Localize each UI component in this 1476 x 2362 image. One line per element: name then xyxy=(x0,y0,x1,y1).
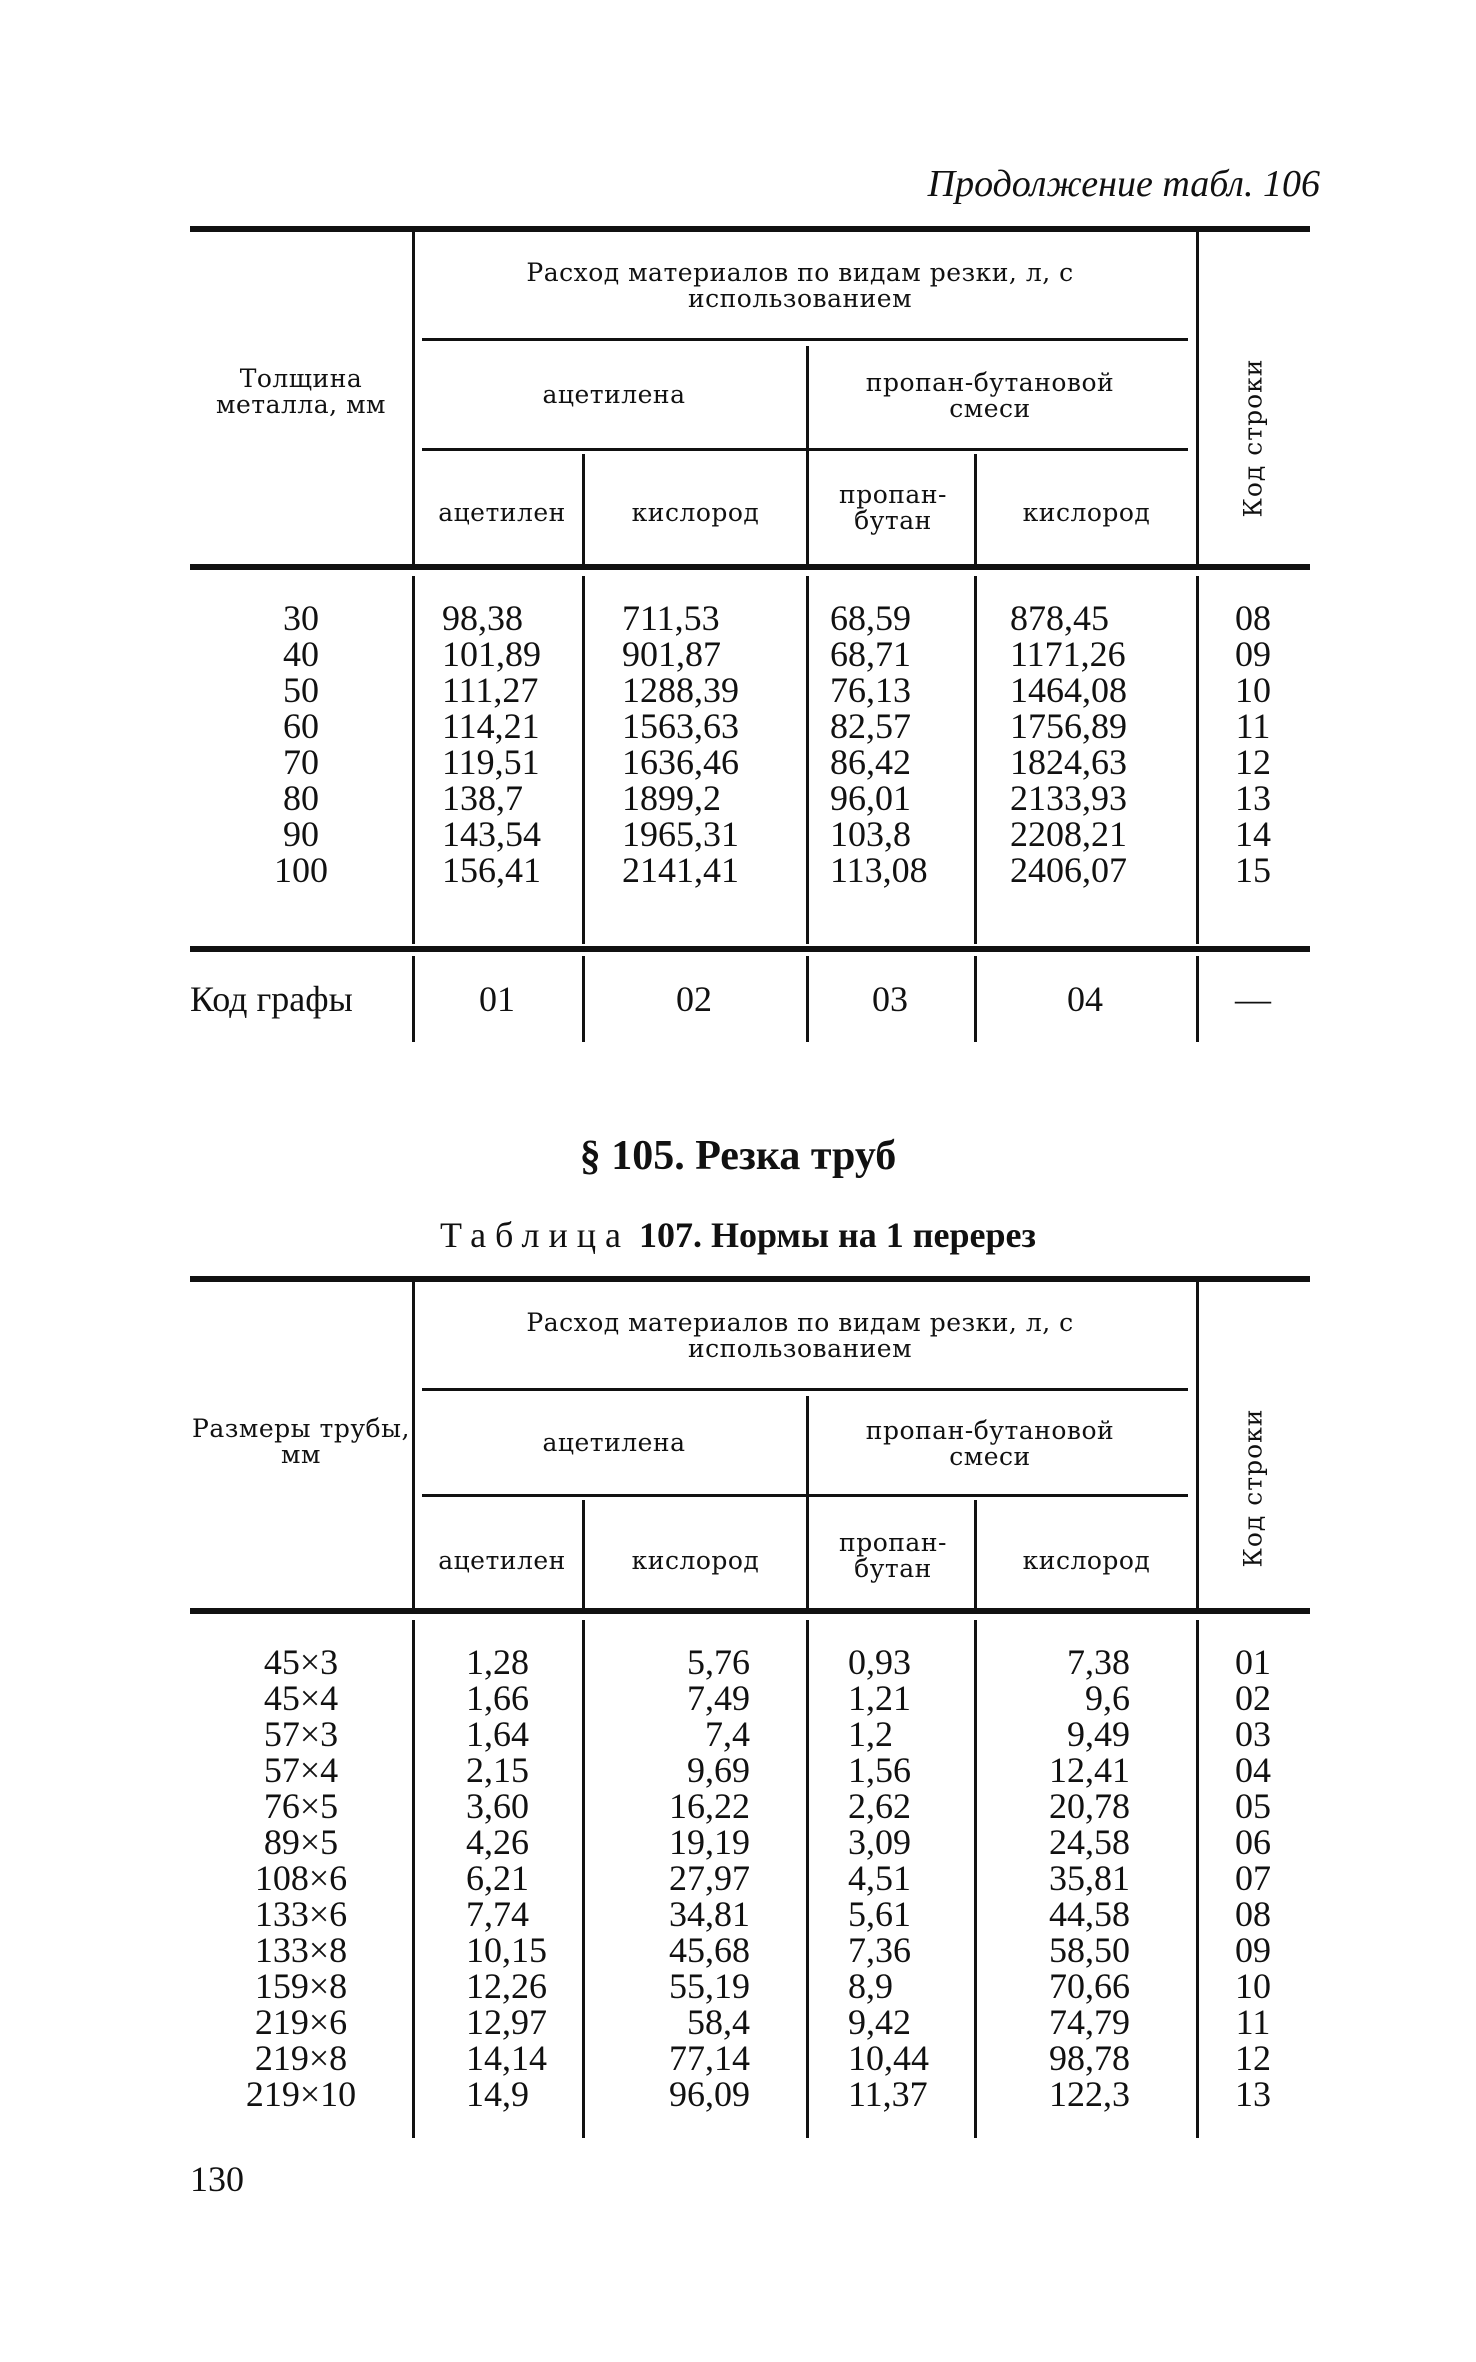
cell-acetylene: 1,28 xyxy=(466,1642,529,1682)
footer-code-03: 03 xyxy=(872,979,908,1019)
cell-row-code: 15 xyxy=(1235,850,1271,890)
column-oxygen1 xyxy=(610,1644,750,2112)
page-number: 130 xyxy=(190,2159,244,2199)
cell-acetylene: 14,9 xyxy=(466,2074,529,2114)
table-106-footer xyxy=(190,952,1310,1052)
cell-acetylene: 119,51 xyxy=(442,742,540,782)
header-col-propane: пропан-бутан xyxy=(839,1528,947,1583)
cell-oxygen2: 122,3 xyxy=(1049,2074,1130,2114)
cell-propane: 10,44 xyxy=(848,2038,929,2078)
divider xyxy=(412,1620,415,2138)
cell-propane: 68,59 xyxy=(830,598,911,638)
column-row-code xyxy=(1196,600,1310,888)
cell-oxygen2: 58,50 xyxy=(1049,1930,1130,1970)
header-acetylene-group: ацетилена xyxy=(542,1428,686,1457)
cell-row-code: 08 xyxy=(1235,1894,1271,1934)
cell-oxygen1: 7,49 xyxy=(687,1678,750,1718)
header-col-acetylene: ацетилен xyxy=(438,1546,566,1575)
cell-row-code: 10 xyxy=(1235,670,1271,710)
cell-propane: 2,62 xyxy=(848,1786,911,1826)
divider xyxy=(422,1388,1188,1391)
divider xyxy=(806,1396,809,1614)
table-107-caption xyxy=(0,1214,1476,1256)
cell-propane: 1,2 xyxy=(848,1714,893,1754)
continuation-title: Продолжение табл. 106 xyxy=(927,163,1320,205)
cell-oxygen1: 1563,63 xyxy=(622,706,739,746)
cell-row-code: 03 xyxy=(1235,1714,1271,1754)
cell-size: 133×6 xyxy=(254,1894,348,1934)
cell-row-code: 01 xyxy=(1235,1642,1271,1682)
cell-size: 57×3 xyxy=(263,1714,339,1754)
cell-oxygen1: 5,76 xyxy=(687,1642,750,1682)
cell-acetylene: 1,66 xyxy=(466,1678,529,1718)
cell-propane: 1,21 xyxy=(848,1678,911,1718)
cell-oxygen2: 9,6 xyxy=(1085,1678,1130,1718)
cell-size: 159×8 xyxy=(254,1966,348,2006)
cell-acetylene: 114,21 xyxy=(442,706,540,746)
cell-propane: 113,08 xyxy=(830,850,928,890)
cell-oxygen1: 9,69 xyxy=(687,1750,750,1790)
cell-propane: 7,36 xyxy=(848,1930,911,1970)
cell-oxygen2: 1824,63 xyxy=(1010,742,1127,782)
cell-size: 60 xyxy=(283,706,319,746)
cell-oxygen1: 58,4 xyxy=(687,2002,750,2042)
cell-size: 30 xyxy=(283,598,319,638)
cell-oxygen1: 1636,46 xyxy=(622,742,739,782)
cell-propane: 3,09 xyxy=(848,1822,911,1862)
cell-propane: 76,13 xyxy=(830,670,911,710)
section-title: § 105. Резка труб xyxy=(579,1133,897,1179)
cell-size: 45×3 xyxy=(263,1642,339,1682)
header-group: Расход материалов по видам резки, л, с использованием xyxy=(526,258,1074,313)
cell-row-code: 10 xyxy=(1235,1966,1271,2006)
cell-propane: 9,42 xyxy=(848,2002,911,2042)
cell-oxygen1: 1899,2 xyxy=(622,778,721,818)
column-acetylene xyxy=(466,1644,582,2112)
column-propane xyxy=(848,1644,968,2112)
cell-oxygen2: 35,81 xyxy=(1049,1858,1130,1898)
cell-row-code: 09 xyxy=(1235,1930,1271,1970)
cell-oxygen2: 70,66 xyxy=(1049,1966,1130,2006)
cell-acetylene: 6,21 xyxy=(466,1858,529,1898)
table-106-header xyxy=(190,232,1310,570)
header-col-propane: пропан-бутан xyxy=(839,480,947,535)
cell-size: 70 xyxy=(283,742,319,782)
cell-oxygen1: 7,4 xyxy=(705,1714,750,1754)
cell-oxygen1: 2141,41 xyxy=(622,850,739,890)
header-propane-group: пропан-бутановой смеси xyxy=(865,1416,1115,1471)
cell-oxygen1: 19,19 xyxy=(669,1822,750,1862)
column-thickness xyxy=(190,600,412,888)
cell-oxygen2: 878,45 xyxy=(1010,598,1109,638)
cell-propane: 5,61 xyxy=(848,1894,911,1934)
header-row-code: Код строки xyxy=(1238,358,1268,518)
cell-oxygen2: 2406,07 xyxy=(1010,850,1127,890)
cell-acetylene: 1,64 xyxy=(466,1714,529,1754)
cell-row-code: 05 xyxy=(1235,1786,1271,1826)
divider xyxy=(412,576,415,944)
header-col-oxygen1: кислород xyxy=(631,1546,760,1575)
cell-row-code: 08 xyxy=(1235,598,1271,638)
cell-oxygen1: 77,14 xyxy=(669,2038,750,2078)
divider xyxy=(806,1620,809,2138)
cell-propane: 4,51 xyxy=(848,1858,911,1898)
header-acetylene-group: ацетилена xyxy=(542,380,686,409)
cell-acetylene: 4,26 xyxy=(466,1822,529,1862)
cell-row-code: 13 xyxy=(1235,2074,1271,2114)
cell-oxygen2: 98,78 xyxy=(1049,2038,1130,2078)
cell-propane: 0,93 xyxy=(848,1642,911,1682)
column-propane xyxy=(830,600,970,888)
cell-size: 219×8 xyxy=(254,2038,348,2078)
footer-code-02: 02 xyxy=(676,979,712,1019)
cell-oxygen2: 2208,21 xyxy=(1010,814,1127,854)
cell-oxygen1: 45,68 xyxy=(669,1930,750,1970)
cell-acetylene: 12,97 xyxy=(466,2002,547,2042)
cell-oxygen2: 12,41 xyxy=(1049,1750,1130,1790)
cell-oxygen2: 20,78 xyxy=(1049,1786,1130,1826)
divider xyxy=(582,1620,585,2138)
cell-oxygen2: 24,58 xyxy=(1049,1822,1130,1862)
header-col-oxygen2: кислород xyxy=(1022,498,1151,527)
header-col-oxygen2: кислород xyxy=(1022,1546,1151,1575)
cell-row-code: 04 xyxy=(1235,1750,1271,1790)
column-oxygen1 xyxy=(622,600,802,888)
divider xyxy=(974,1620,977,2138)
header-row-code: Код строки xyxy=(1238,1408,1268,1568)
cell-acetylene: 101,89 xyxy=(442,634,541,674)
cell-size: 90 xyxy=(283,814,319,854)
cell-size: 45×4 xyxy=(263,1678,339,1718)
header-group: Расход материалов по видам резки, л, с использованием xyxy=(526,1308,1074,1363)
cell-acetylene: 138,7 xyxy=(442,778,523,818)
cell-row-code: 13 xyxy=(1235,778,1271,818)
cell-oxygen1: 27,97 xyxy=(669,1858,750,1898)
divider xyxy=(1196,1282,1199,1614)
cell-size: 57×4 xyxy=(263,1750,339,1790)
header-col-oxygen1: кислород xyxy=(631,498,760,527)
caption-text: 107. Нормы на 1 перерез xyxy=(638,1215,1036,1255)
cell-acetylene: 10,15 xyxy=(466,1930,547,1970)
cell-oxygen2: 2133,93 xyxy=(1010,778,1127,818)
cell-oxygen2: 7,38 xyxy=(1067,1642,1130,1682)
cell-size: 133×8 xyxy=(254,1930,348,1970)
divider xyxy=(974,576,977,944)
cell-acetylene: 12,26 xyxy=(466,1966,547,2006)
cell-acetylene: 111,27 xyxy=(442,670,539,710)
divider xyxy=(582,576,585,944)
column-acetylene xyxy=(442,600,582,888)
column-size xyxy=(190,1644,412,2112)
cell-acetylene: 14,14 xyxy=(466,2038,547,2078)
cell-oxygen2: 9,49 xyxy=(1067,1714,1130,1754)
cell-propane: 103,8 xyxy=(830,814,911,854)
divider xyxy=(422,338,1188,341)
column-oxygen2 xyxy=(1010,600,1190,888)
cell-oxygen1: 711,53 xyxy=(622,598,720,638)
cell-row-code: 06 xyxy=(1235,1822,1271,1862)
cell-propane: 68,71 xyxy=(830,634,911,674)
cell-oxygen1: 55,19 xyxy=(669,1966,750,2006)
footer-code-dash: — xyxy=(1235,979,1271,1019)
cell-oxygen1: 1288,39 xyxy=(622,670,739,710)
cell-size: 89×5 xyxy=(263,1822,339,1862)
cell-oxygen2: 1171,26 xyxy=(1010,634,1126,674)
column-row-code xyxy=(1196,1644,1310,2112)
cell-oxygen2: 44,58 xyxy=(1049,1894,1130,1934)
cell-propane: 82,57 xyxy=(830,706,911,746)
footer-label: Код графы xyxy=(190,979,353,1019)
cell-propane: 8,9 xyxy=(848,1966,893,2006)
cell-row-code: 11 xyxy=(1235,2002,1271,2042)
cell-oxygen2: 1464,08 xyxy=(1010,670,1127,710)
cell-oxygen1: 34,81 xyxy=(669,1894,750,1934)
divider xyxy=(422,448,1188,451)
cell-acetylene: 143,54 xyxy=(442,814,541,854)
cell-row-code: 12 xyxy=(1235,742,1271,782)
cell-size: 80 xyxy=(283,778,319,818)
cell-size: 50 xyxy=(283,670,319,710)
cell-row-code: 09 xyxy=(1235,634,1271,674)
cell-size: 219×10 xyxy=(245,2074,357,2114)
cell-oxygen1: 901,87 xyxy=(622,634,721,674)
header-thickness: Толщина металла, мм xyxy=(216,364,386,419)
table-107-header xyxy=(190,1282,1310,1620)
cell-size: 40 xyxy=(283,634,319,674)
cell-propane: 96,01 xyxy=(830,778,911,818)
divider xyxy=(422,1494,1188,1497)
header-col-acetylene: ацетилен xyxy=(438,498,566,527)
header-size: Размеры трубы, мм xyxy=(192,1414,410,1469)
table-106-body xyxy=(190,570,1310,950)
cell-acetylene: 156,41 xyxy=(442,850,541,890)
cell-row-code: 11 xyxy=(1235,706,1271,746)
cell-acetylene: 7,74 xyxy=(466,1894,529,1934)
divider xyxy=(412,1282,415,1614)
footer-code-01: 01 xyxy=(479,979,515,1019)
cell-oxygen2: 1756,89 xyxy=(1010,706,1127,746)
footer-code-04: 04 xyxy=(1067,979,1103,1019)
cell-oxygen1: 1965,31 xyxy=(622,814,739,854)
cell-acetylene: 3,60 xyxy=(466,1786,529,1826)
cell-size: 219×6 xyxy=(254,2002,348,2042)
cell-row-code: 14 xyxy=(1235,814,1271,854)
cell-propane: 11,37 xyxy=(848,2074,928,2114)
column-oxygen2 xyxy=(1010,1644,1130,2112)
cell-oxygen2: 74,79 xyxy=(1049,2002,1130,2042)
divider xyxy=(806,576,809,944)
cell-row-code: 07 xyxy=(1235,1858,1271,1898)
cell-oxygen1: 96,09 xyxy=(669,2074,750,2114)
divider xyxy=(412,232,415,564)
divider xyxy=(1196,232,1199,564)
cell-size: 76×5 xyxy=(263,1786,339,1826)
table-107-body xyxy=(190,1614,1310,2144)
cell-oxygen1: 16,22 xyxy=(669,1786,750,1826)
table-106 xyxy=(190,226,1310,1056)
cell-acetylene: 98,38 xyxy=(442,598,523,638)
cell-row-code: 12 xyxy=(1235,2038,1271,2078)
header-propane-group: пропан-бутановой смеси xyxy=(865,368,1115,423)
divider xyxy=(806,346,809,564)
caption-prefix: Таблица xyxy=(439,1215,630,1255)
table-107 xyxy=(190,1276,1310,2146)
cell-size: 100 xyxy=(274,850,328,890)
cell-row-code: 02 xyxy=(1235,1678,1271,1718)
cell-propane: 86,42 xyxy=(830,742,911,782)
cell-size: 108×6 xyxy=(254,1858,348,1898)
cell-acetylene: 2,15 xyxy=(466,1750,529,1790)
cell-propane: 1,56 xyxy=(848,1750,911,1790)
